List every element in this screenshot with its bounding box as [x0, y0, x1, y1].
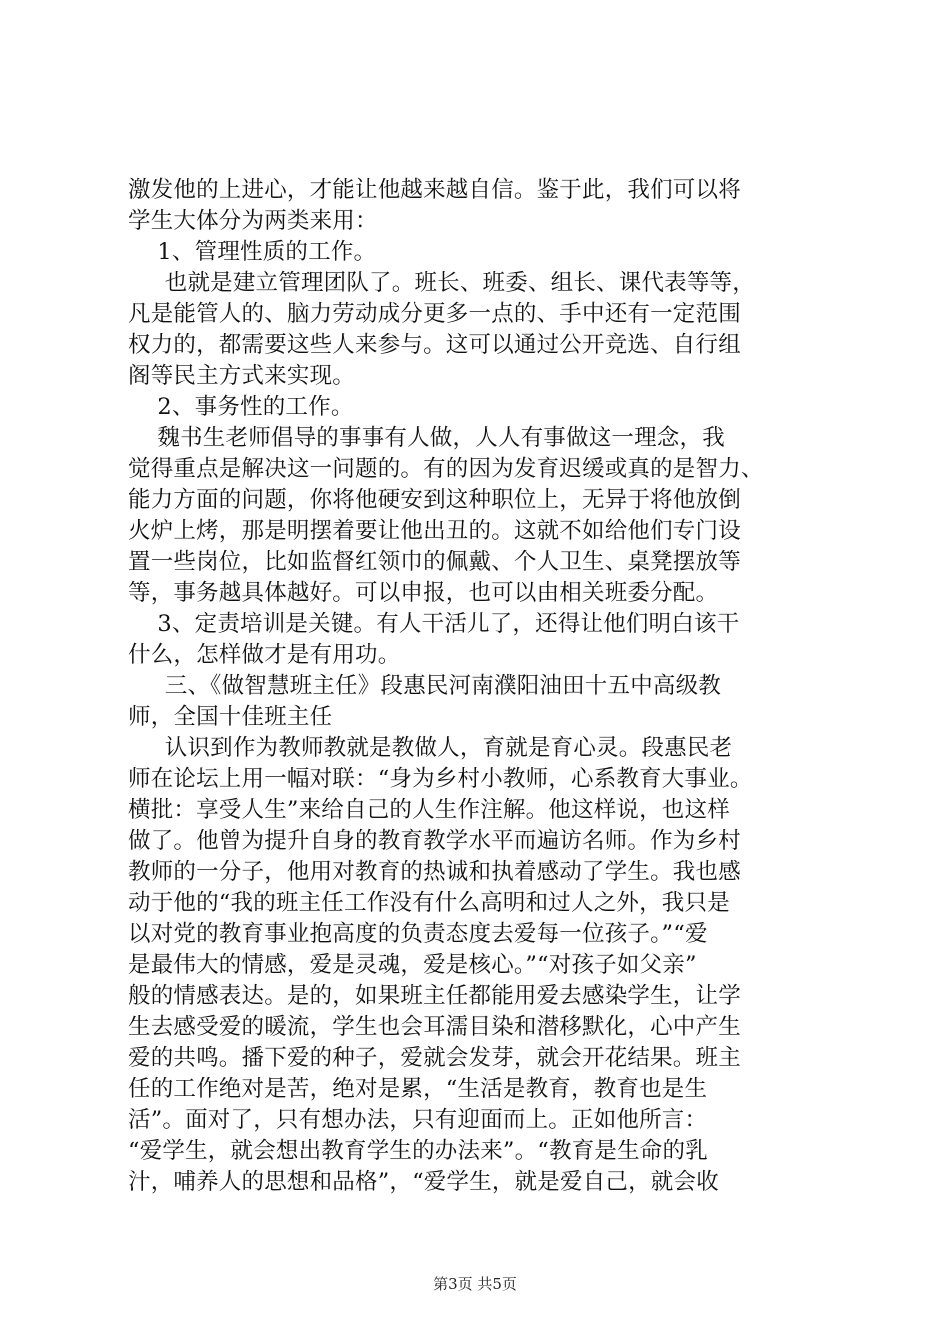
text-line: 认识到作为教师教就是教做人，育就是育心灵。段惠民老: [128, 735, 733, 761]
text-line: 师在论坛上用一幅对联：“身为乡村小教师，心系教育大事业。: [128, 766, 753, 792]
text-line: 爱的共鸣。播下爱的种子，爱就会发芽，就会开花结果。班主: [128, 1045, 741, 1071]
text-line: 阁等民主方式来实现。: [128, 363, 356, 389]
text-line: 横批：享受人生”来给自己的人生作注解。他这样说，也这样: [128, 797, 730, 823]
text-line: 师，全国十佳班主任: [128, 704, 333, 730]
text-line: 汁，哺养人的思想和品格”，“爱学生，就是爱自己，就会收: [128, 1169, 719, 1195]
page-footer: [0, 1274, 950, 1294]
text-line: 3、定责培训是关键。有人干活儿了，还得让他们明白该干: [128, 611, 740, 637]
text-line: 凡是能管人的、脑力劳动成分更多一点的、手中还有一定范围: [128, 301, 741, 327]
text-line: 以对党的教育事业抱高度的负责态度去爱每一位孩子。”“爱: [128, 921, 708, 947]
text-line: 是最伟大的情感，爱是灵魂，爱是核心。”“对孩子如父亲”: [128, 952, 697, 978]
text-line: 能力方面的问题，你将他硬安到这种职位上，无异于将他放倒: [128, 487, 741, 513]
text-line: 什么，怎样做才是有用功。: [128, 642, 401, 668]
text-line: 任的工作绝对是苦，绝对是累，“生活是教育，教育也是生: [128, 1076, 708, 1102]
document-body: [128, 175, 828, 1198]
text-line: 火炉上烤，那是明摆着要让他出丑的。这就不如给他们专门设: [128, 518, 741, 544]
text-line: 激发他的上进心，才能让他越来越自信。鉴于此，我们可以将: [128, 177, 741, 203]
text-line: 权力的，都需要这些人来参与。这可以通过公开竞选、自行组: [128, 332, 741, 358]
text-line: 2、事务性的工作。: [128, 394, 354, 420]
text-line: 觉得重点是解决这一问题的。有的因为发育迟缓或真的是智力、: [128, 456, 764, 482]
text-line: 教师的一分子，他用对教育的热诚和执着感动了学生。我也感: [128, 859, 741, 885]
text-line: 动于他的“我的班主任工作没有什么高明和过人之外，我只是: [128, 890, 730, 916]
text-line: 学生大体分为两类来用：: [128, 208, 378, 234]
text-line: “爱学生，就会想出教育学生的办法来”。“教育是生命的乳: [128, 1138, 708, 1164]
text-line: 1、管理性质的工作。: [128, 239, 377, 265]
text-line: 魏书生老师倡导的事事有人做，人人有事做这一理念，我: [128, 425, 725, 451]
text-line: 也就是建立管理团队了。班长、班委、组长、课代表等等，: [128, 270, 755, 296]
text-line: 生去感受爱的暖流，学生也会耳濡目染和潜移默化，心中产生: [128, 1014, 741, 1040]
text-line: 等，事务越具体越好。可以申报，也可以由相关班委分配。: [128, 580, 719, 606]
text-line: 做了。他曾为提升自身的教育教学水平而遍访名师。作为乡村: [128, 828, 741, 854]
text-line: 活”。面对了，只有想办法，只有迎面而上。正如他所言：: [128, 1107, 708, 1133]
text-line: 三、《做智慧班主任》段惠民河南濮阳油田十五中高级教: [128, 673, 722, 699]
text-line: 置一些岗位，比如监督红领巾的佩戴、个人卫生、桌凳摆放等: [128, 549, 741, 575]
text-line: 般的情感表达。是的，如果班主任都能用爱去感染学生，让学: [128, 983, 741, 1009]
page-number: 第3页 共5页: [433, 1275, 517, 1293]
